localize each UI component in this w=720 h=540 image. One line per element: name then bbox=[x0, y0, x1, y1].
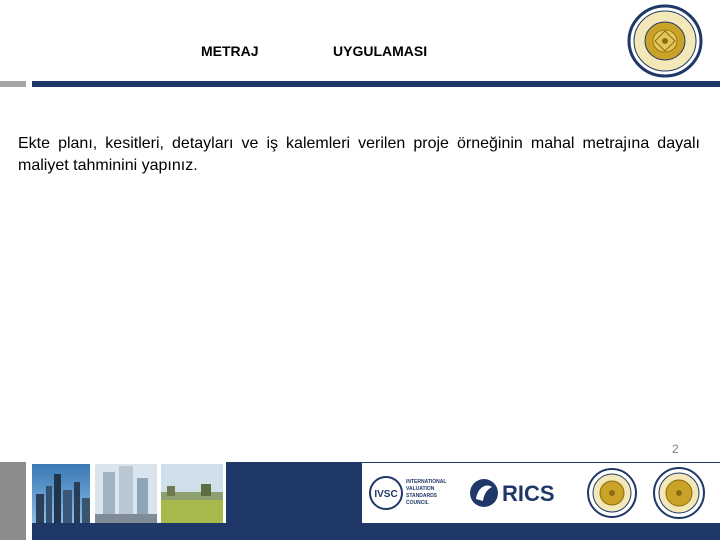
footer-logo-strip bbox=[362, 463, 720, 523]
footer-gray-block bbox=[0, 462, 26, 540]
assignment-paragraph: Ekte planı, kesitleri, detayları ve iş kalemleri verilen proje örneğinin mahal metrajına dayalı maliyet tahminini yapınız. bbox=[18, 135, 700, 174]
university-seal-small-1 bbox=[588, 469, 636, 517]
rics-logo bbox=[470, 479, 555, 507]
footer-photo-city-night bbox=[32, 464, 90, 524]
university-seal-small-2 bbox=[654, 468, 704, 518]
header-divider-navy bbox=[32, 81, 720, 87]
ivsc-line-3: STANDARDS bbox=[406, 493, 438, 499]
footer-photo-towers bbox=[95, 464, 157, 524]
slide-title-uygulamasi: UYGULAMASI bbox=[333, 43, 428, 59]
ivsc-line-4: COUNCIL bbox=[406, 500, 429, 506]
ivsc-logo bbox=[370, 477, 446, 509]
slide-number: 2 bbox=[672, 442, 679, 456]
footer-bottom-bar bbox=[32, 523, 720, 540]
rics-text: RICS bbox=[502, 481, 555, 506]
slide-title-metraj: METRAJ bbox=[201, 43, 259, 59]
university-seal-logo bbox=[627, 4, 703, 78]
ivsc-line-2: VALUATION bbox=[406, 486, 435, 492]
ivsc-mark-text: IVSC bbox=[374, 489, 398, 500]
header-divider-gray bbox=[0, 81, 26, 87]
ivsc-line-1: INTERNATIONAL bbox=[406, 479, 447, 485]
footer-photo-countryside bbox=[161, 464, 223, 524]
